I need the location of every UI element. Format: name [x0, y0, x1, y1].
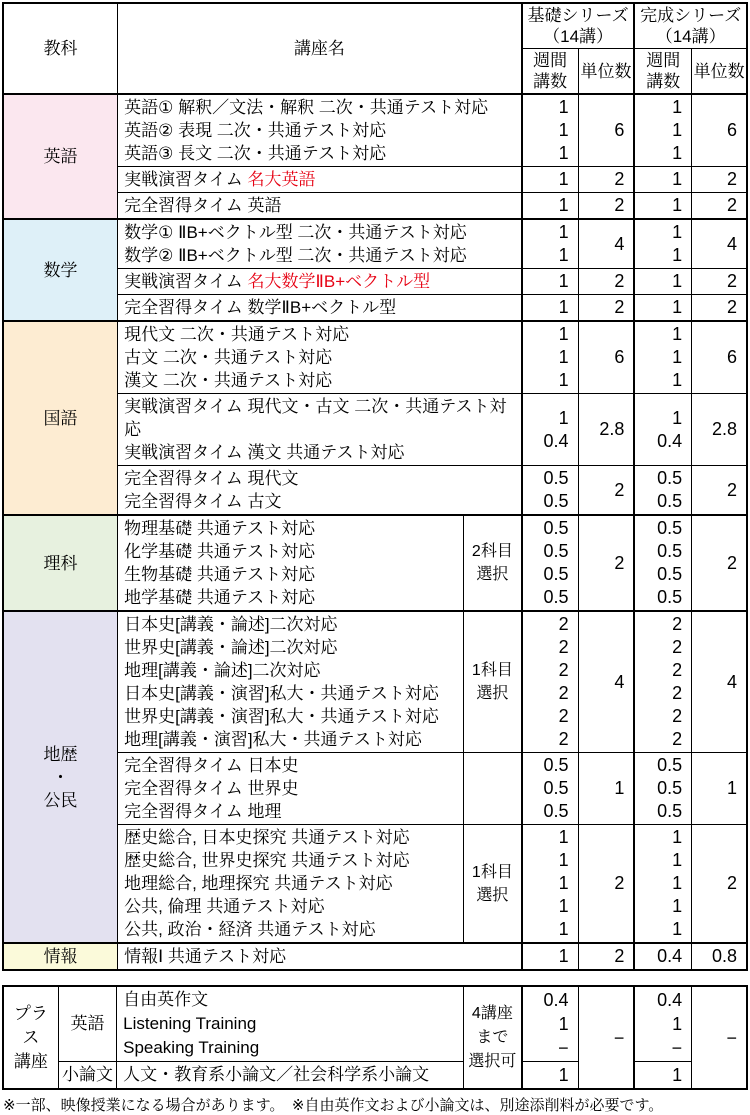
credits-basic-cell: 2: [578, 825, 634, 944]
course-cell: 完全習得タイム 日本史 完全習得タイム 世界史 完全習得タイム 地理: [118, 753, 464, 825]
subject-cell-math: 数学: [3, 219, 118, 321]
course-cell: 物理基礎 共通テスト対応 化学基礎 共通テスト対応 生物基礎 共通テスト対応 地学基礎 共通テスト対応: [118, 515, 464, 611]
credits-complete-cell: 2.8: [692, 394, 747, 466]
credits-basic-cell: 6: [578, 321, 634, 394]
weekly-complete-cell: 1: [634, 269, 691, 295]
weekly-basic-cell: 1: [522, 1062, 578, 1090]
selection-note-cell: 1科目 選択: [463, 611, 521, 753]
weekly-complete-cell: 1 1 1: [634, 321, 691, 394]
credits-basic-cell: 2: [578, 515, 634, 611]
credits-complete-cell: 6: [692, 321, 747, 394]
course-cell: 自由英作文 Listening Training Speaking Training: [117, 986, 464, 1062]
weekly-basic-cell: 0.4 1 −: [522, 986, 578, 1062]
credits-complete-cell: 2: [692, 295, 747, 322]
credits-basic-cell: −: [578, 986, 634, 1089]
course-cell: 人文・教育系小論文／社会科学系小論文: [117, 1062, 464, 1090]
weekly-basic-cell: 1: [522, 269, 578, 295]
credits-complete-cell: 2: [692, 269, 747, 295]
weekly-basic-cell: 1: [522, 167, 578, 193]
weekly-complete-cell: 1 1: [634, 219, 691, 269]
credits-basic-cell: 4: [578, 611, 634, 753]
weekly-complete-cell: 0.5 0.5 0.5 0.5: [634, 515, 691, 611]
subject-cell-social: 地歴 ・ 公民: [3, 611, 118, 943]
credits-complete-cell: 4: [692, 611, 747, 753]
weekly-basic-cell: 1 0.4: [522, 394, 578, 466]
weekly-complete-cell: 0.4 1 −: [634, 986, 691, 1062]
weekly-complete-cell: 1: [634, 1062, 691, 1090]
sub-subject-cell-essay: 小論文: [58, 1062, 116, 1090]
weekly-basic-cell: 2 2 2 2 2 2: [522, 611, 578, 753]
credits-complete-cell: 0.8: [692, 943, 747, 970]
header-basic-series: 基礎シリーズ （14講）: [522, 3, 635, 49]
header-credits-basic: 単位数: [578, 49, 634, 95]
course-cell: 日本史[講義・論述]二次対応 世界史[講義・論述]二次対応 地理[講義・論述]二次対応 日本史[講義・演習]私大・共通テスト対応 世界史[講義・演習]私大・共通テスト対応 地理[講義・演習]私大・共通テスト対応: [118, 611, 464, 753]
course-cell: [118, 269, 522, 295]
course-cell: 完全習得タイム 英語: [118, 193, 522, 220]
course-cell: 歴史総合, 日本史探究 共通テスト対応 歴史総合, 世界史探究 共通テスト対応 地理総合, 地理探究 共通テスト対応 公共, 倫理 共通テスト対応 公共, 政治・経済 共通テスト対応: [118, 825, 464, 944]
weekly-complete-cell: 1 1 1: [634, 94, 691, 167]
subject-cell-information: 情報: [3, 943, 118, 970]
weekly-basic-cell: 1 1 1 1 1: [522, 825, 578, 944]
subject-cell-japanese: 国語: [3, 321, 118, 515]
credits-complete-cell: 6: [692, 94, 747, 167]
credits-basic-cell: 2: [578, 295, 634, 322]
selection-note-cell: 1科目 選択: [463, 825, 521, 944]
credits-complete-cell: 2: [692, 466, 747, 516]
credits-complete-cell: −: [692, 986, 747, 1089]
weekly-complete-cell: 0.5 0.5: [634, 466, 691, 516]
credits-basic-cell: 6: [578, 94, 634, 167]
selection-note-cell: 2科目 選択: [463, 515, 521, 611]
header-weekly-count-basic: 週間 講数: [522, 49, 578, 95]
header-complete-series: 完成シリーズ （14講）: [634, 3, 747, 49]
weekly-basic-cell: 1 1 1: [522, 94, 578, 167]
credits-basic-cell: 4: [578, 219, 634, 269]
selection-note-cell: [463, 753, 521, 825]
credits-basic-cell: 2.8: [578, 394, 634, 466]
weekly-basic-cell: 0.5 0.5: [522, 466, 578, 516]
course-name-highlight: 名大英語: [247, 170, 316, 189]
weekly-basic-cell: 1 1: [522, 219, 578, 269]
course-table: [2, 2, 748, 971]
weekly-complete-cell: 1: [634, 295, 691, 322]
subject-cell-plus: プラス 講座: [3, 986, 58, 1089]
weekly-basic-cell: 0.5 0.5 0.5 0.5: [522, 515, 578, 611]
course-cell: 完全習得タイム 現代文 完全習得タイム 古文: [118, 466, 522, 516]
weekly-complete-cell: 0.5 0.5 0.5: [634, 753, 691, 825]
course-cell: 英語① 解釈／文法・解釈 二次・共通テスト対応 英語② 表現 二次・共通テスト対応 英語③ 長文 二次・共通テスト対応: [118, 94, 522, 167]
course-cell: 情報Ⅰ 共通テスト対応: [118, 943, 522, 970]
weekly-complete-cell: 1: [634, 193, 691, 220]
weekly-basic-cell: 1 1 1: [522, 321, 578, 394]
weekly-basic-cell: 1: [522, 193, 578, 220]
course-name-highlight: 名大数学ⅡB+ベクトル型: [247, 272, 431, 291]
course-name-text: 実戦演習タイム: [124, 170, 248, 189]
credits-complete-cell: 2: [692, 825, 747, 944]
selection-note-cell: 4講座 まで 選択可: [463, 986, 521, 1089]
course-cell: 実戦演習タイム 現代文・古文 二次・共通テスト対応 実戦演習タイム 漢文 共通テスト対応: [118, 394, 522, 466]
weekly-complete-cell: 0.4: [634, 943, 691, 970]
course-cell: 数学① ⅡB+ベクトル型 二次・共通テスト対応 数学② ⅡB+ベクトル型 二次・共通テスト対応: [118, 219, 522, 269]
credits-basic-cell: 2: [578, 193, 634, 220]
credits-complete-cell: 2: [692, 167, 747, 193]
weekly-complete-cell: 1 1 1 1 1: [634, 825, 691, 944]
header-credits-complete: 単位数: [692, 49, 747, 95]
course-name-text: 実戦演習タイム: [124, 272, 248, 291]
footnote: ※一部、映像授業になる場合があります。 ※自由英作文および小論文は、別途添削料が必要です。: [3, 1097, 664, 1114]
credits-basic-cell: 2: [578, 466, 634, 516]
header-course-name: 講座名: [118, 3, 522, 94]
course-cell: [118, 167, 522, 193]
credits-complete-cell: 4: [692, 219, 747, 269]
credits-complete-cell: 1: [692, 753, 747, 825]
credits-complete-cell: 2: [692, 515, 747, 611]
weekly-complete-cell: 2 2 2 2 2 2: [634, 611, 691, 753]
course-cell: 完全習得タイム 数学ⅡB+ベクトル型: [118, 295, 522, 322]
sub-subject-cell-english: 英語: [58, 986, 116, 1062]
credits-basic-cell: 1: [578, 753, 634, 825]
subject-cell-science: 理科: [3, 515, 118, 611]
credits-basic-cell: 2: [578, 269, 634, 295]
course-cell: 現代文 二次・共通テスト対応 古文 二次・共通テスト対応 漢文 二次・共通テスト対応: [118, 321, 522, 394]
header-subject: 教科: [3, 3, 118, 94]
plus-course-table: [2, 985, 748, 1090]
weekly-complete-cell: 1 0.4: [634, 394, 691, 466]
weekly-basic-cell: 1: [522, 943, 578, 970]
weekly-basic-cell: 1: [522, 295, 578, 322]
weekly-complete-cell: 1: [634, 167, 691, 193]
subject-cell-english: 英語: [3, 94, 118, 219]
weekly-basic-cell: 0.5 0.5 0.5: [522, 753, 578, 825]
credits-basic-cell: 2: [578, 943, 634, 970]
credits-complete-cell: 2: [692, 193, 747, 220]
header-weekly-count-complete: 週間 講数: [634, 49, 691, 95]
credits-basic-cell: 2: [578, 167, 634, 193]
